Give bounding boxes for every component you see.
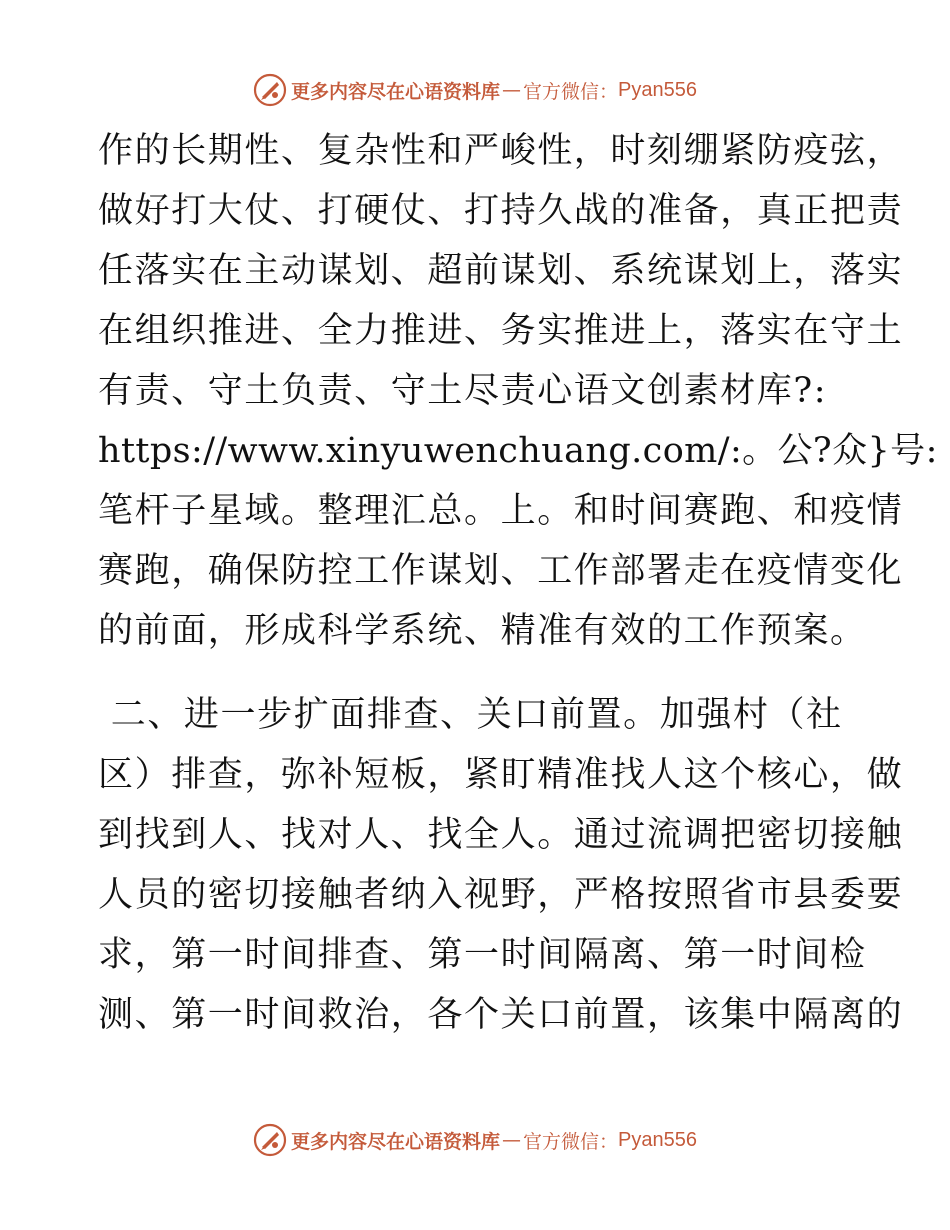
banner-separator: — (502, 79, 522, 101)
banner-wechat-label: 官方微信： (523, 1130, 619, 1153)
banner-wechat-id: Pyan556 (618, 1128, 697, 1151)
paragraph-1 (98, 121, 938, 661)
banner-separator: — (502, 1129, 522, 1151)
text-line: 求，第一时间排查、第一时间隔离、第一时间检 (98, 935, 867, 975)
banner-title: 更多内容尽在心语资料库 (291, 80, 501, 103)
text-line: 的前面，形成科学系统、精准有效的工作预案。 (98, 611, 867, 651)
paragraph-gap (98, 661, 858, 685)
document-body (98, 121, 938, 1045)
header-banner (0, 70, 950, 110)
text-line: 测、第一时间救治，各个关口前置，该集中隔离的 (98, 995, 904, 1035)
text-line: 二、进一步扩面排查、关口前置。加强村（社 (98, 695, 843, 735)
text-line: 做好打大仗、打硬仗、打持久战的准备，真正把责 (98, 191, 904, 231)
text-line: 在组织推进、全力推进、务实推进上，落实在守土 (98, 311, 904, 351)
text-line: 作的长期性、复杂性和严峻性，时刻绷紧防疫弦， (98, 131, 904, 171)
text-line: 区）排查，弥补短板，紧盯精准找人这个核心，做 (98, 755, 904, 795)
paragraph-2 (98, 685, 904, 1045)
text-line: 笔杆子星域。整理汇总。上。和时间赛跑、和疫情 (98, 491, 904, 531)
banner-title: 更多内容尽在心语资料库 (291, 1130, 501, 1153)
text-line: 赛跑，确保防控工作谋划、工作部署走在疫情变化 (98, 551, 904, 591)
text-line: 人员的密切接触者纳入视野，严格按照省市县委要 (98, 875, 904, 915)
footer-banner (0, 1120, 950, 1160)
banner-wechat-id: Pyan556 (618, 78, 697, 101)
text-line: 到找到人、找对人、找全人。通过流调把密切接触 (98, 815, 904, 855)
quill-pen-logo-icon (253, 1123, 287, 1157)
text-line: 有责、守土负责、守土尽责心语文创素材库?: (98, 371, 828, 411)
text-line-url: https://www.xinyuwenchuang.com/:。公?众}号: (98, 431, 938, 471)
quill-pen-logo-icon (253, 73, 287, 107)
banner-wechat-label: 官方微信： (523, 80, 619, 103)
text-line: 任落实在主动谋划、超前谋划、系统谋划上，落实 (98, 251, 904, 291)
